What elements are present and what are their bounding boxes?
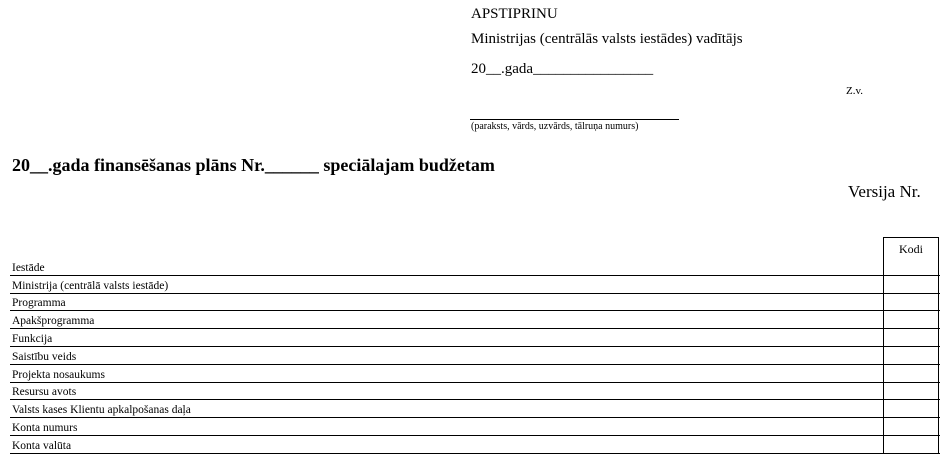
code-input-cell[interactable] [883, 347, 939, 364]
approval-date-line: 20__.gada________________ [471, 61, 654, 77]
signature-caption: (paraksts, vārds, uzvārds, tālruņa numurs) [471, 121, 639, 132]
stamp-label: Z.v. [846, 85, 864, 97]
table-row [10, 329, 940, 347]
approval-title: APSTIPRINU [471, 6, 558, 22]
signature-line [470, 119, 679, 120]
table-row [10, 418, 940, 436]
table-row [10, 347, 940, 365]
row-label: Konta valūta [12, 439, 72, 452]
code-input-cell[interactable] [883, 383, 939, 400]
code-input-cell[interactable] [883, 294, 939, 311]
code-input-cell[interactable] [883, 365, 939, 382]
row-label: Projekta nosaukums [12, 368, 105, 381]
codes-column-header: Kodi [883, 237, 939, 258]
row-label: Funkcija [12, 332, 53, 345]
table-row [10, 400, 940, 418]
row-label: Resursu avots [12, 386, 77, 399]
row-label: Valsts kases Klientu apkalpošanas daļa [12, 404, 191, 417]
code-input-cell[interactable] [883, 311, 939, 328]
row-label: Iestāde [12, 261, 45, 274]
code-input-cell[interactable] [883, 436, 939, 453]
row-label: Saistību veids [12, 350, 77, 363]
table-row [10, 258, 940, 276]
info-table [10, 258, 940, 454]
row-label: Programma [12, 297, 66, 310]
row-label: Apakšprogramma [12, 315, 95, 328]
row-label: Ministrija (centrālā valsts iestāde) [12, 279, 169, 292]
table-row [10, 276, 940, 294]
code-input-cell[interactable] [883, 418, 939, 435]
approval-role: Ministrijas (centrālās valsts iestādes) vadītājs [471, 31, 743, 47]
code-input-cell[interactable] [883, 329, 939, 346]
code-input-cell[interactable] [883, 258, 939, 275]
table-row [10, 436, 940, 454]
row-label: Konta numurs [12, 421, 78, 434]
table-row [10, 294, 940, 312]
code-input-cell[interactable] [883, 276, 939, 293]
code-input-cell[interactable] [883, 400, 939, 417]
table-row [10, 311, 940, 329]
plan-title: 20__.gada finansēšanas plāns Nr.______ speciālajam budžetam [12, 155, 495, 175]
table-row [10, 365, 940, 383]
table-row [10, 383, 940, 401]
version-label: Versija Nr. [848, 182, 921, 201]
